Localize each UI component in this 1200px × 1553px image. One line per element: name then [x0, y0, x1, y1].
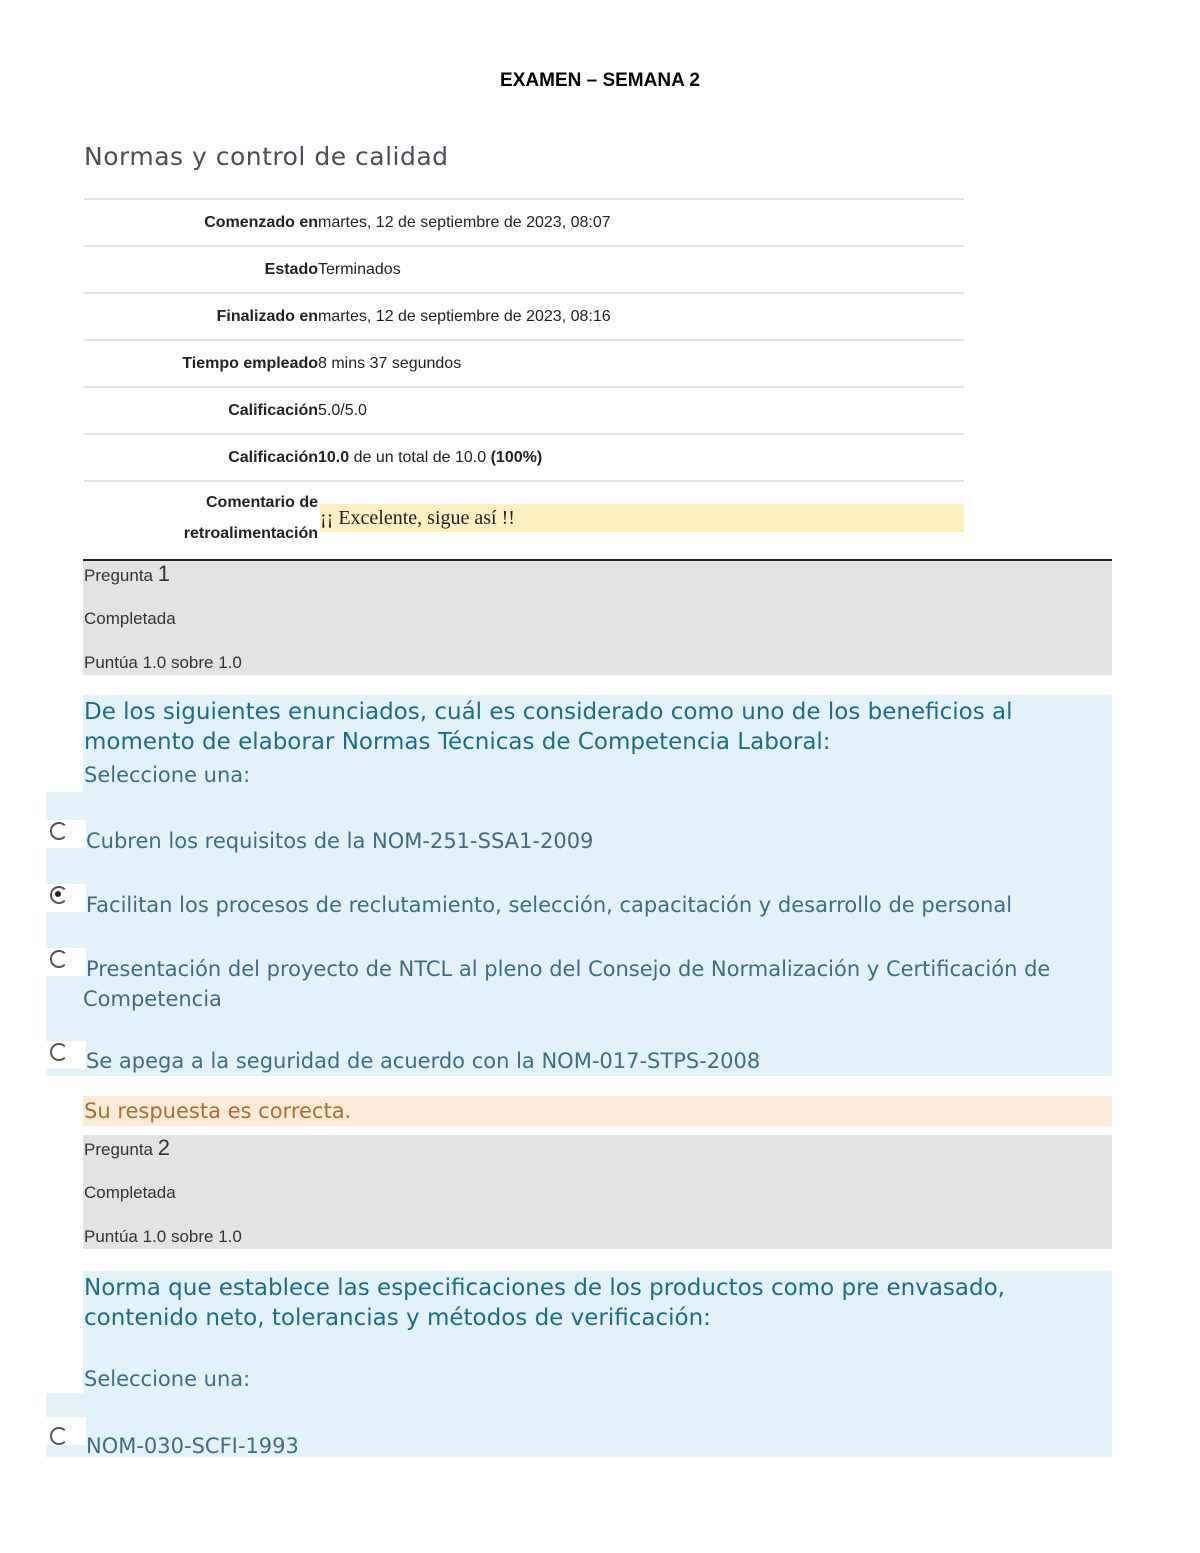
question-number	[83, 1135, 1112, 1179]
summary-value: martes, 12 de septiembre de 2023, 08:16	[318, 307, 611, 325]
question-score: Puntúa 1.0 sobre 1.0	[84, 1227, 242, 1246]
summary-row-grade	[84, 435, 964, 482]
question-1-answers	[46, 792, 1112, 1076]
question-number	[83, 561, 1112, 605]
summary-value	[318, 449, 542, 467]
radio-button[interactable]	[50, 1427, 68, 1445]
feedback-label-line1: Comentario de	[205, 494, 318, 511]
summary-value: 5.0/5.0	[318, 401, 367, 419]
answer-option[interactable]	[46, 1013, 1112, 1076]
grade-total: de un total de 10.0	[349, 448, 491, 466]
radio-button[interactable]	[50, 822, 68, 840]
summary-value: 8 mins 37 segundos	[318, 354, 462, 372]
question-2-info	[83, 1135, 1112, 1249]
grade-value: 10.0	[318, 448, 350, 466]
summary-row-started	[84, 200, 964, 247]
summary-label: Finalizado en	[216, 307, 318, 325]
answer-text: Cubren los requisitos de la NOM-251-SSA1-2009	[86, 829, 594, 853]
question-prefix: Pregunta	[84, 566, 153, 585]
summary-row-time-taken	[84, 341, 964, 388]
summary-label: Tiempo empleado	[182, 354, 318, 372]
question-text: De los siguientes enunciados, cuál es considerado como uno de los beneficios al momento de elaborar Normas Técnicas de Competencia Laboral:	[84, 699, 1013, 755]
summary-row-state	[84, 247, 964, 294]
select-one-label: Seleccione una:	[84, 1367, 251, 1391]
answer-text: Facilitan los procesos de reclutamiento, selección, capacitación y desarrollo de personal	[86, 893, 1013, 917]
answer-option[interactable]	[46, 920, 1112, 1013]
question-1-info	[83, 559, 1112, 675]
radio-button-checked[interactable]	[50, 886, 68, 904]
answer-result-message: Su respuesta es correcta.	[83, 1096, 1112, 1126]
answer-option[interactable]	[46, 792, 1112, 856]
course-title: Normas y control de calidad	[84, 142, 449, 171]
select-one-label: Seleccione una:	[84, 763, 251, 787]
answer-option[interactable]	[46, 856, 1112, 920]
summary-label: Calificación	[228, 448, 318, 466]
attempt-summary	[84, 198, 964, 554]
radio-button[interactable]	[50, 950, 68, 968]
question-text: Norma que establece las especificaciones de los productos como pre envasado, contenido neto, tolerancias y métodos de verificación:	[84, 1275, 1005, 1331]
question-status: Completada	[84, 609, 176, 628]
summary-value: martes, 12 de septiembre de 2023, 08:07	[318, 213, 611, 231]
feedback-label-line2: retroalimentación	[183, 525, 318, 542]
summary-label: Estado	[264, 260, 318, 278]
answer-text: NOM-030-SCFI-1993	[86, 1434, 299, 1458]
feedback-label	[84, 487, 318, 549]
question-number-value: 2	[157, 1135, 170, 1160]
feedback-text: ¡¡ Excelente, sigue así !!	[320, 504, 964, 532]
question-1-text-box	[83, 695, 1112, 792]
question-prefix: Pregunta	[84, 1140, 153, 1159]
summary-value: Terminados	[318, 260, 401, 278]
question-2-answers	[46, 1393, 1112, 1457]
grade-percent: (100%)	[490, 448, 543, 466]
question-status: Completada	[84, 1183, 176, 1202]
radio-button[interactable]	[50, 1043, 68, 1061]
summary-row-marks	[84, 388, 964, 435]
answer-text: Se apega a la seguridad de acuerdo con la NOM-017-STPS-2008	[86, 1049, 761, 1073]
answer-text: Presentación del proyecto de NTCL al pleno del Consejo de Normalización y Certificación de Competencia	[83, 957, 1051, 1011]
question-number-value: 1	[157, 561, 170, 586]
summary-label: Calificación	[228, 401, 318, 419]
summary-label: Comenzado en	[204, 213, 318, 231]
question-score: Puntúa 1.0 sobre 1.0	[84, 653, 242, 672]
summary-row-feedback	[84, 482, 964, 554]
question-2-text-box	[83, 1271, 1112, 1393]
summary-row-finished	[84, 294, 964, 341]
document-title: EXAMEN – SEMANA 2	[500, 70, 700, 91]
answer-option[interactable]	[46, 1393, 1112, 1457]
